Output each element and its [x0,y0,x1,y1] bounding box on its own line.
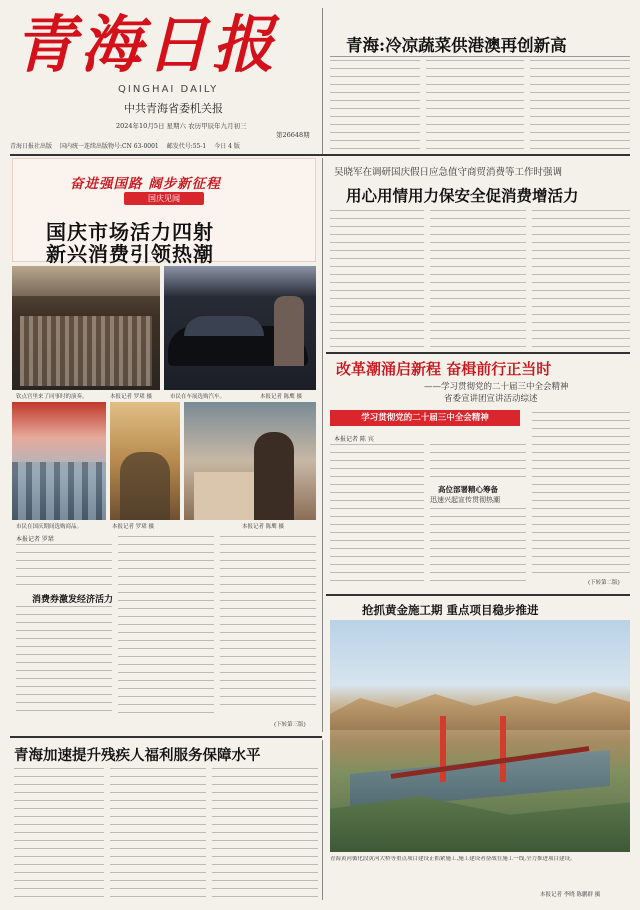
construction-caption: 青海黄河循化段黄河大桥等重点项目建设正抓紧施工,施工建设者奋战在施工一线,全力推进项目建设。 [330,856,576,862]
reform-inner-title: 高位部署精心筹备 [438,485,498,494]
reform-col-3 [532,412,630,574]
middle-col-1 [330,210,424,348]
construction-top-rule [326,594,630,596]
info-publisher: 青海日报社出版 [10,142,53,150]
feature-col-1b [16,606,112,718]
caption-3: 市民在国庆期间选购商品。 [16,524,83,530]
photo-crafts [184,402,316,520]
caption-2: 市民在车展选购汽车。 [170,394,226,400]
caption-1-credit: 本报记者 罗珺 摄 [110,394,152,400]
masthead-org: 中共青海省委机关报 [124,102,223,115]
column-divider-bottom [322,740,323,900]
top-right-col-1 [330,60,420,150]
photo-bridge-construction [330,620,630,852]
bottom-col-3 [212,768,318,898]
feature-headline-2: 新兴消费引领热潮 [46,242,214,266]
caption-1: 钦点宫里来了同事时的演奏。 [16,394,88,400]
reform-headline: 改革潮涌启新程 奋楫前行正当时 [336,360,552,378]
photo-car-show [164,266,316,390]
reform-sub-2: 省委宣讲团宣讲活动综述 [444,394,538,404]
reform-banner: 学习贯彻党的二十届三中全会精神 [361,413,489,423]
caption-4-credit: 本报记者 陈鹰 摄 [242,524,284,530]
photo-shopping [110,402,180,520]
top-right-col-3 [530,60,630,150]
bottom-left-headline: 青海加速提升残疾人福利服务保障水平 [14,747,261,764]
bottom-col-1 [14,768,104,898]
top-right-rule [330,56,630,57]
feature-headline-1: 国庆市场活力四射 [46,220,214,244]
bottom-col-2 [110,768,206,898]
column-divider-mid [322,158,323,732]
photo-supermarket [12,402,106,520]
feature-byline: 本报记者 罗珺 [16,536,54,543]
top-right-headline: 青海:冷凉蔬菜供港澳再创新高 [346,36,567,55]
feature-col-2 [118,536,214,718]
reform-top-rule [326,352,630,354]
masthead [14,8,314,158]
masthead-serial: 第26648期 [276,131,310,139]
photo-performance [12,266,160,390]
masthead-infobar [10,138,318,152]
bottom-left-rule [10,736,322,738]
construction-credit: 本报记者 李晓 陈鹏群 摄 [540,892,601,898]
construction-headline: 抢抓黄金施工期 重点项目稳步推进 [362,603,539,617]
feature-sub-banner: 国庆见闻 [148,194,180,203]
top-right-col-2 [426,60,524,150]
feature-col-1a [16,544,112,588]
reform-col-2a [430,444,526,480]
left-feature [12,158,316,732]
masthead-date: 2024年10月5日 星期六 农历甲辰年九月初三 [116,122,247,130]
masthead-pinyin: QINGHAI DAILY [118,84,219,95]
caption-2-credit: 本报记者 陈鹰 摄 [260,394,302,400]
middle-headline: 用心用情用力保安全促消费增活力 [346,186,579,205]
middle-kicker: 吴晓军在调研国庆假日应急值守商贸消费等工作时强调 [334,167,563,178]
middle-col-2 [430,210,526,348]
info-pages: 今日 4 版 [214,142,240,150]
reform-sub-1: ——学习贯彻党的二十届三中全会精神 [424,382,569,392]
middle-col-3 [532,210,630,348]
reform-continued: (下转第二版) [588,580,620,586]
caption-3-credit: 本报记者 罗珺 摄 [112,524,154,530]
feature-section-title: 消费券激发经济活力 [32,595,114,605]
reform-col-2b [430,508,526,586]
feature-continued: (下转第三版) [274,722,306,728]
masthead-rule [10,154,630,156]
reform-inner-sub: 迅速兴起宣传贯彻热潮 [430,496,500,504]
column-divider-top [322,8,323,154]
info-post: 邮发代号:55-1 [166,142,207,150]
feature-banner: 奋进强国路 阔步新征程 [70,176,221,192]
masthead-logo: 青海日报 [14,8,279,81]
feature-col-3 [220,536,316,710]
info-cn: 国内统一连续出版物号:CN 63-0001 [60,142,159,150]
reform-col-1 [330,444,424,586]
reform-byline: 本报记者 陈 宾 [334,436,374,443]
